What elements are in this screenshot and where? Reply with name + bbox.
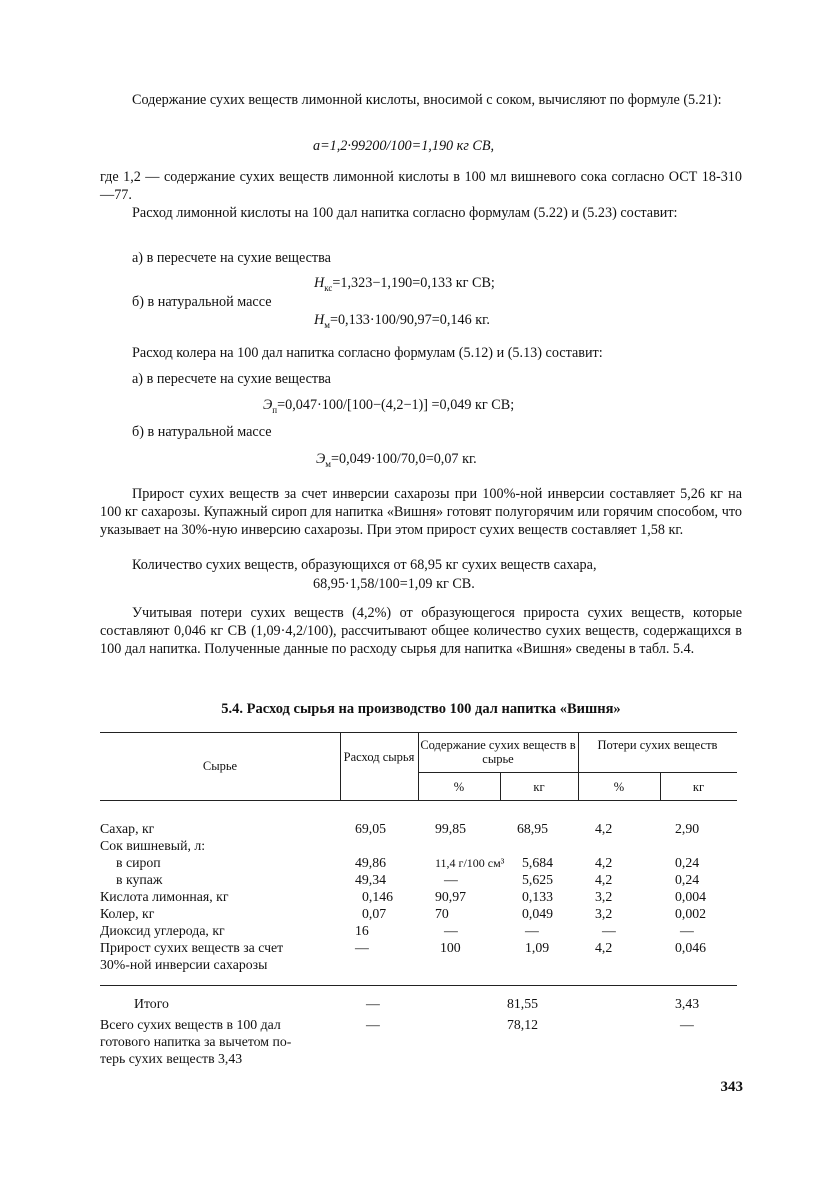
- grand-total-loss-kg: —: [680, 1017, 694, 1032]
- row-content-pct: 11,4 г/100 см³: [435, 856, 505, 870]
- row-consumption: 49,34: [355, 872, 387, 887]
- row-loss-kg: 0,004: [675, 889, 707, 904]
- formula-a: a=1,2·99200/100=1,190 кг СВ,: [313, 138, 495, 154]
- item-natural-2: б) в натуральной массе: [132, 424, 272, 440]
- formula-nm: $Н_м=0,133\cdot 100/90,97=0,146$ кг.: [314, 312, 490, 330]
- row-loss-kg: 0,002: [675, 906, 707, 921]
- total-label: Итого: [134, 996, 169, 1011]
- row-content-kg: 68,95: [517, 821, 549, 836]
- row-name: Сок вишневый, л:: [100, 838, 206, 853]
- page-number: 343: [720, 1079, 743, 1095]
- header-losses-pct: %: [613, 780, 625, 794]
- row-name: Колер, кг: [100, 906, 155, 921]
- row-content-pct: 90,97: [435, 889, 467, 904]
- paragraph-caramel-consumption: Расход колера на 100 дал напитка согласно формулам (5.12) и (5.13) составит:: [132, 345, 603, 361]
- row-loss-kg: 0,24: [675, 855, 700, 870]
- row-name: Кислота лимонная, кг: [100, 889, 229, 904]
- item-dry-basis-2: а) в пересчете на сухие вещества: [132, 371, 331, 387]
- row-loss-pct: 4,2: [595, 821, 613, 836]
- row-loss-pct: —: [602, 923, 616, 938]
- row-content-pct: 99,85: [435, 821, 467, 836]
- table-caption: 5.4. Расход сырья на производство 100 дал напитка «Вишня»: [221, 701, 621, 717]
- row-content-kg: 5,625: [522, 872, 554, 887]
- header-losses: Потери сухих веществ: [597, 738, 718, 752]
- table-header-rule: [100, 800, 737, 801]
- paragraph-quantity: Количество сухих веществ, образующихся от 68,95 кг сухих веществ сахара,: [132, 557, 597, 573]
- paragraph-inversion: Прирост сухих веществ за счет инверсии сахарозы при 100%-ной инверсии составляет 5,26 кг на 100 кг сахарозы. Купажный сироп для напитка «Вишня» готовят полугорячим или горячим способом, что указывает на 30%-ную инверсию сахарозы. При этом прирост сухих веществ составляет 1,58 кг.: [100, 486, 742, 538]
- grand-total-content-kg: 78,12: [507, 1017, 539, 1032]
- row-content-kg: —: [525, 923, 539, 938]
- row-name: 30%-ной инверсии сахарозы: [100, 957, 268, 972]
- header-consumption: Расход сырья: [343, 750, 415, 764]
- formula-growth: 68,95·1,58/100=1,09 кг СВ.: [313, 576, 475, 592]
- row-content-kg: 0,049: [522, 906, 554, 921]
- row-consumption: —: [355, 940, 369, 955]
- item-dry-basis-1: а) в пересчете на сухие вещества: [132, 250, 331, 266]
- row-loss-kg: —: [680, 923, 694, 938]
- grand-total-label-line1: Всего сухих веществ в 100 дал: [100, 1017, 281, 1032]
- row-name: Прирост сухих веществ за счет: [100, 940, 284, 955]
- grand-total-label-line2: готового напитка за вычетом по-: [100, 1034, 292, 1049]
- row-name: в купаж: [116, 872, 163, 887]
- row-consumption: 69,05: [355, 821, 387, 836]
- table-total-rule: [100, 985, 737, 986]
- row-name: в сироп: [116, 855, 161, 870]
- row-consumption: 49,86: [355, 855, 387, 870]
- row-loss-pct: 4,2: [595, 940, 613, 955]
- row-name: Сахар, кг: [100, 821, 155, 836]
- paragraph-where: где 1,2 — содержание сухих веществ лимонной кислоты в 100 мл вишневого сока согласно ОСТ 18-310—77.: [100, 169, 742, 203]
- row-loss-kg: 0,046: [675, 940, 707, 955]
- total-loss-kg: 3,43: [675, 996, 700, 1011]
- row-name: Диоксид углерода, кг: [100, 923, 225, 938]
- grand-total-label-line3: терь сухих веществ 3,43: [100, 1051, 243, 1066]
- header-raw: Сырье: [202, 759, 238, 773]
- row-consumption: 0,146: [362, 889, 394, 904]
- formula-nks: $Н_{кс}=1,323-1,190=0,133$ кг СВ;: [314, 275, 495, 293]
- row-consumption: 16: [355, 923, 369, 938]
- header-content-kg: кг: [533, 780, 545, 794]
- row-content-pct: 100: [440, 940, 461, 955]
- header-content-pct: %: [453, 780, 465, 794]
- paragraph-citric-consumption: Расход лимонной кислоты на 100 дал напитка согласно формулам (5.22) и (5.23) составит:: [132, 205, 678, 221]
- row-loss-pct: 4,2: [595, 872, 613, 887]
- paragraph-losses: Учитывая потери сухих веществ (4,2%) от образующегося прироста сухих веществ, которые составляют 0,046 кг СВ (1,09·4,2/100), рассчитывают общее количество сухих веществ, содержащихся в 100 дал напитка. Полученные данные по расходу сырья для напитка «Вишня» сведены в табл. 5.4.: [100, 605, 742, 657]
- row-loss-pct: 4,2: [595, 855, 613, 870]
- paragraph-citric-intro: Содержание сухих веществ лимонной кислоты, вносимой с соком, вычисляют по формуле (5.21):: [132, 92, 722, 108]
- row-loss-pct: 3,2: [595, 889, 613, 904]
- row-content-kg: 1,09: [525, 940, 550, 955]
- row-consumption: 0,07: [362, 906, 387, 921]
- total-content-kg: 81,55: [507, 996, 539, 1011]
- grand-total-consumption: —: [366, 1017, 380, 1032]
- formula-em: $Э_м=0,049\cdot 100/70,0=0,07$ кг.: [316, 451, 477, 469]
- row-content-pct: —: [444, 872, 458, 887]
- row-content-kg: 5,684: [522, 855, 554, 870]
- row-loss-pct: 3,2: [595, 906, 613, 921]
- total-consumption: —: [366, 996, 380, 1011]
- header-content: Содержание сухих веществ в сырье: [420, 738, 576, 766]
- row-loss-kg: 0,24: [675, 872, 700, 887]
- formula-ep: $Э_п=0,047\cdot 100/[100-(4,2-1)] =0,049$ кг СВ;: [263, 397, 515, 415]
- row-content-kg: 0,133: [522, 889, 554, 904]
- table-col-divider-1: [340, 732, 341, 800]
- item-natural-1: б) в натуральной массе: [132, 294, 272, 310]
- row-content-pct: —: [444, 923, 458, 938]
- header-losses-kg: кг: [692, 780, 705, 794]
- row-content-pct: 70: [435, 906, 449, 921]
- row-loss-kg: 2,90: [675, 821, 700, 836]
